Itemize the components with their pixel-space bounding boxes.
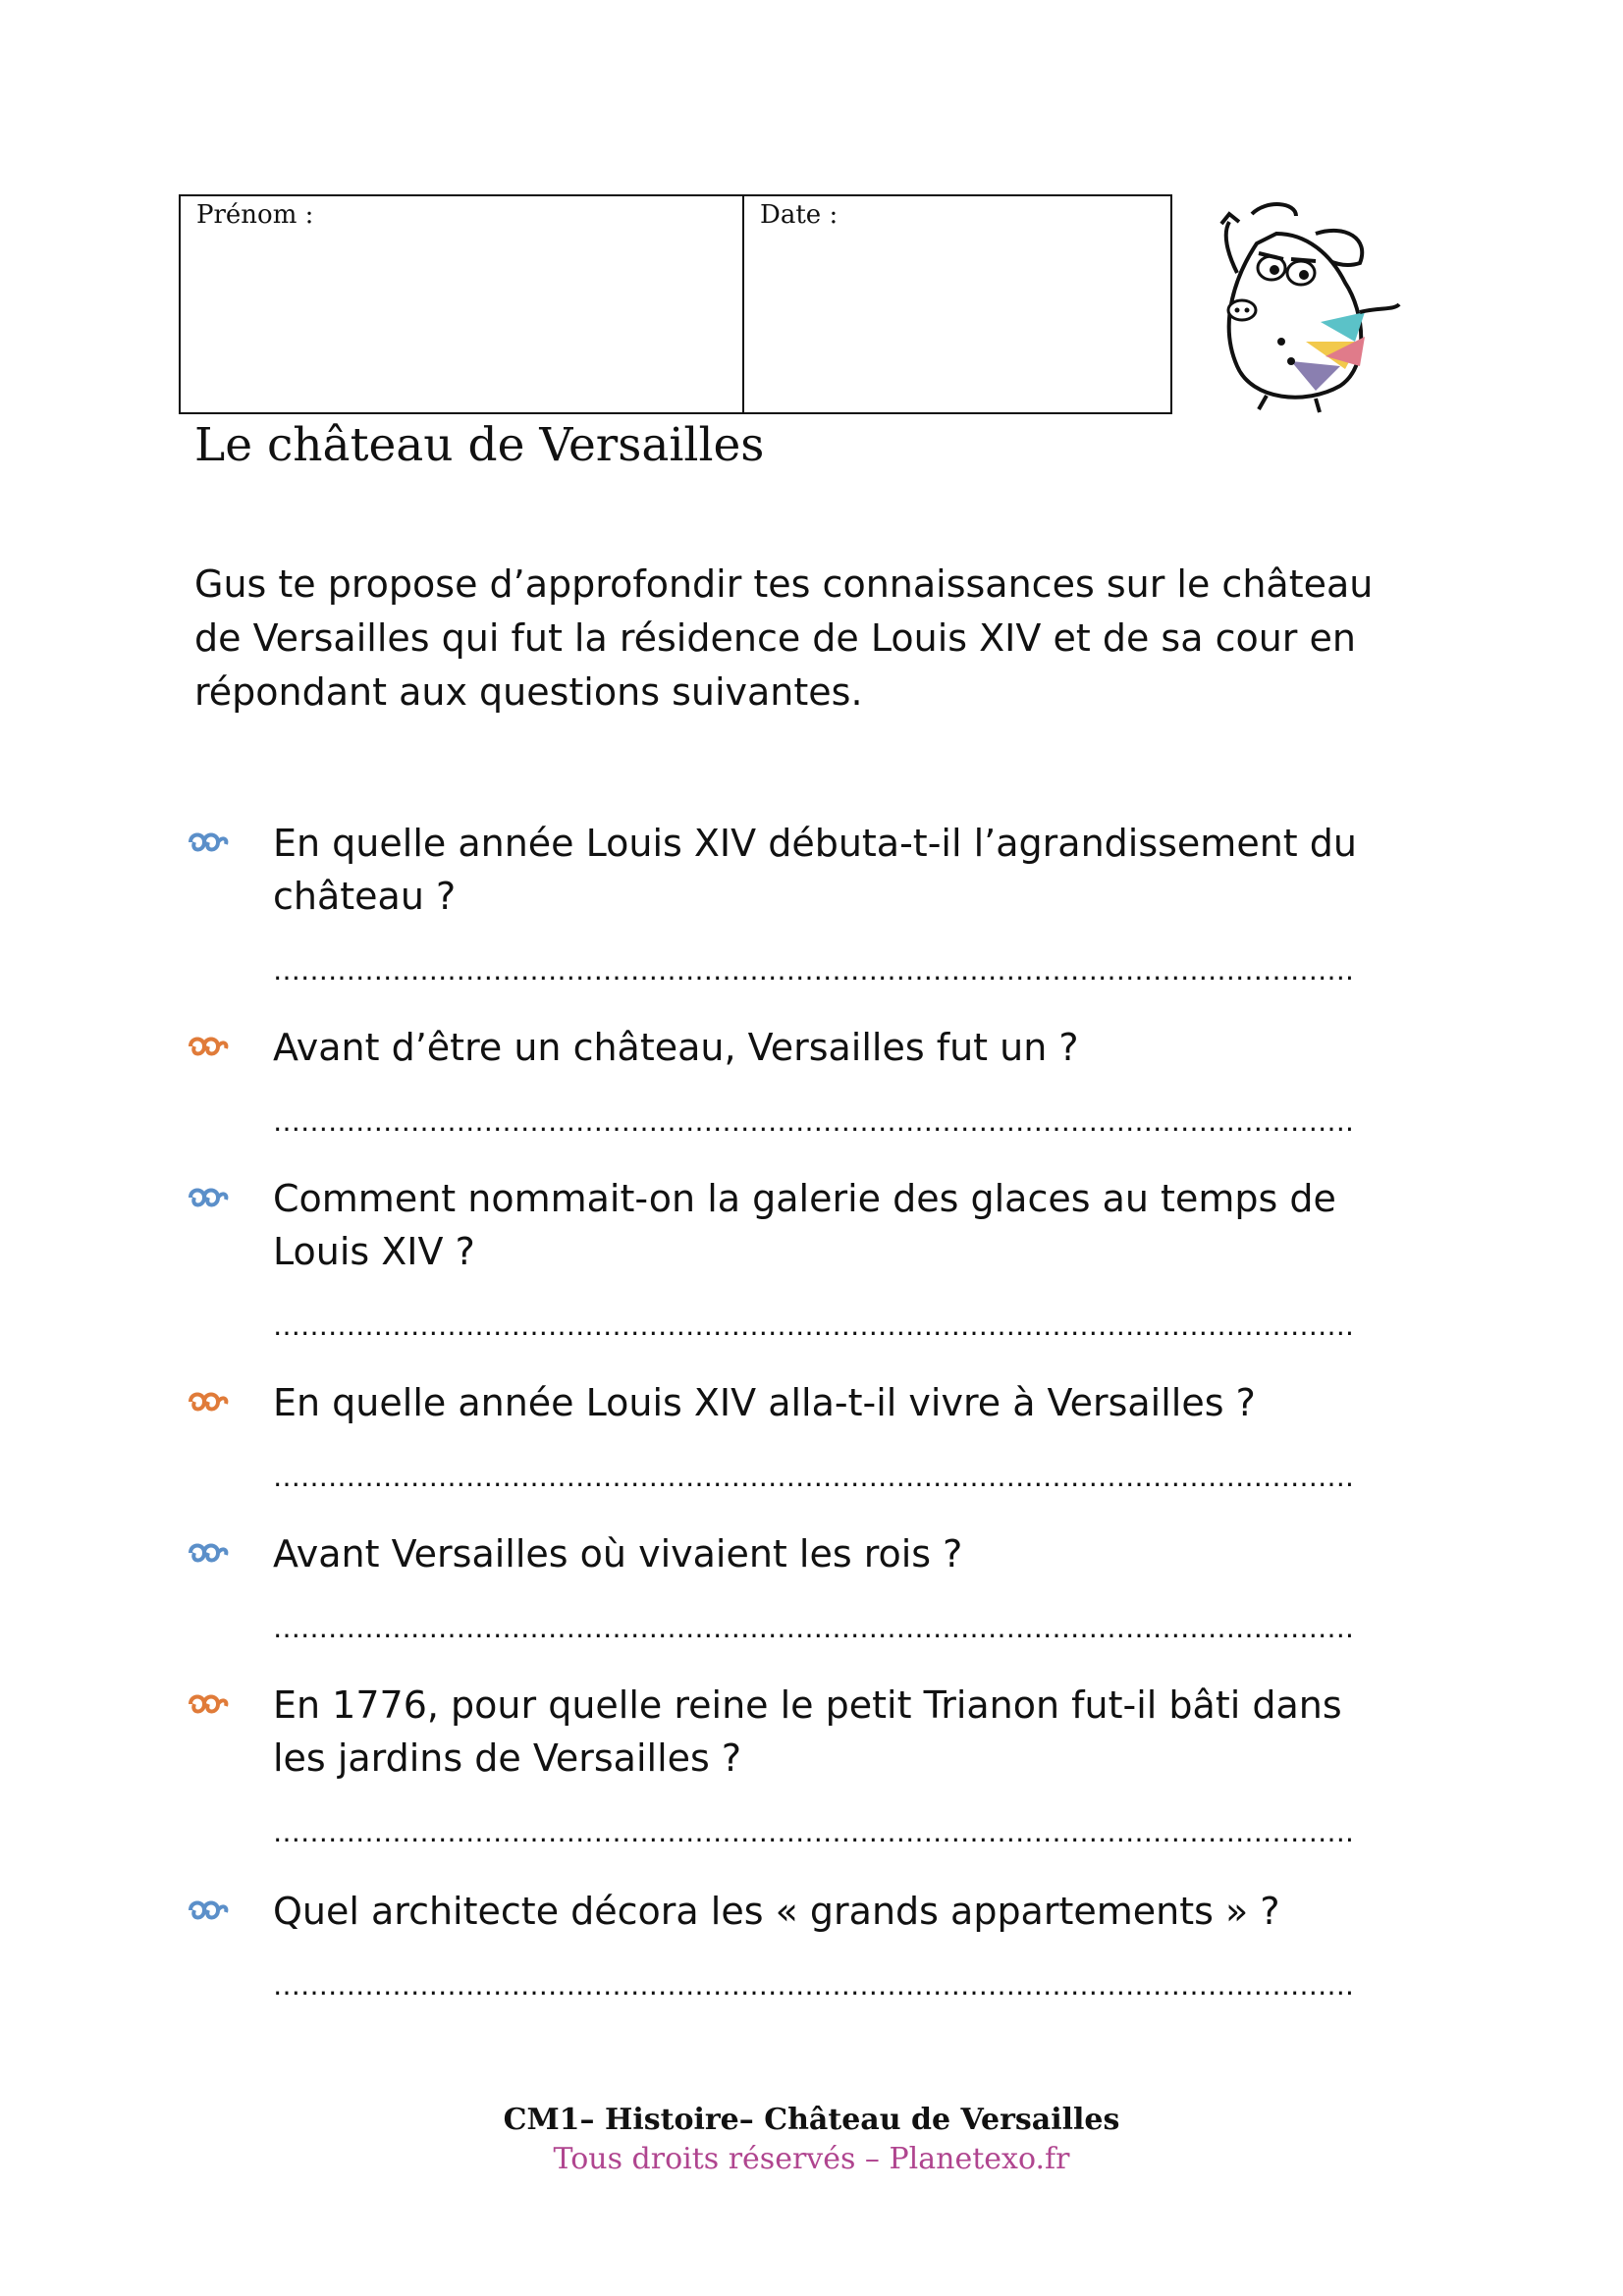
curly-bullet-icon <box>187 1690 230 1718</box>
answer-line[interactable]: ………………………………………………………………………………………………………. <box>273 954 1354 987</box>
name-cell[interactable] <box>181 196 744 412</box>
gus-mascot-illustration <box>1198 194 1414 420</box>
question-text: Comment nommait-on la galerie des glaces au temps de Louis XIV ? <box>273 1177 1336 1273</box>
intro-paragraph: Gus te propose d’approfondir tes connaissances sur le château de Versailles qui fut la résidence de Louis XIV et de sa cour en répondant aux questions suivantes. <box>194 562 1374 714</box>
answer-line[interactable]: ………………………………………………………………………………………………………. <box>273 1969 1354 2002</box>
answer-line[interactable]: ………………………………………………………………………………………………………. <box>273 1309 1354 1342</box>
footer-copyright: Tous droits réservés – Planetexo.fr <box>553 2142 1070 2176</box>
footer-title: CM1– Histoire– Château de Versailles <box>503 2103 1120 2137</box>
question-text: En quelle année Louis XIV débuta-t-il l’agrandissement du château ? <box>273 822 1357 918</box>
curly-bullet-icon <box>187 1184 230 1211</box>
curly-bullet-icon <box>187 1033 230 1060</box>
curly-bullet-icon <box>187 1539 230 1567</box>
answer-line[interactable]: ………………………………………………………………………………………………………. <box>273 1461 1354 1493</box>
curly-bullet-icon <box>187 828 230 856</box>
question-text: Avant d’être un château, Versailles fut un ? <box>273 1026 1079 1069</box>
answer-line[interactable]: ………………………………………………………………………………………………………. <box>273 1105 1354 1138</box>
date-cell[interactable] <box>744 196 1170 412</box>
question-text: Avant Versailles où vivaient les rois ? <box>273 1532 963 1575</box>
curly-bullet-icon <box>187 1388 230 1415</box>
page-title: Le château de Versailles <box>194 418 765 472</box>
student-info-table <box>179 194 1172 414</box>
answer-line[interactable]: ………………………………………………………………………………………………………. <box>273 1816 1354 1848</box>
curly-bullet-icon <box>187 1896 230 1924</box>
question-text: En quelle année Louis XIV alla-t-il vivre à Versailles ? <box>273 1381 1256 1424</box>
name-label: Prénom : <box>196 200 314 230</box>
question-text: Quel architecte décora les « grands appartements » ? <box>273 1890 1280 1933</box>
date-label: Date : <box>760 200 839 230</box>
question-text: En 1776, pour quelle reine le petit Trianon fut-il bâti dans les jardins de Versailles ? <box>273 1683 1342 1780</box>
answer-line[interactable]: ………………………………………………………………………………………………………. <box>273 1612 1354 1644</box>
